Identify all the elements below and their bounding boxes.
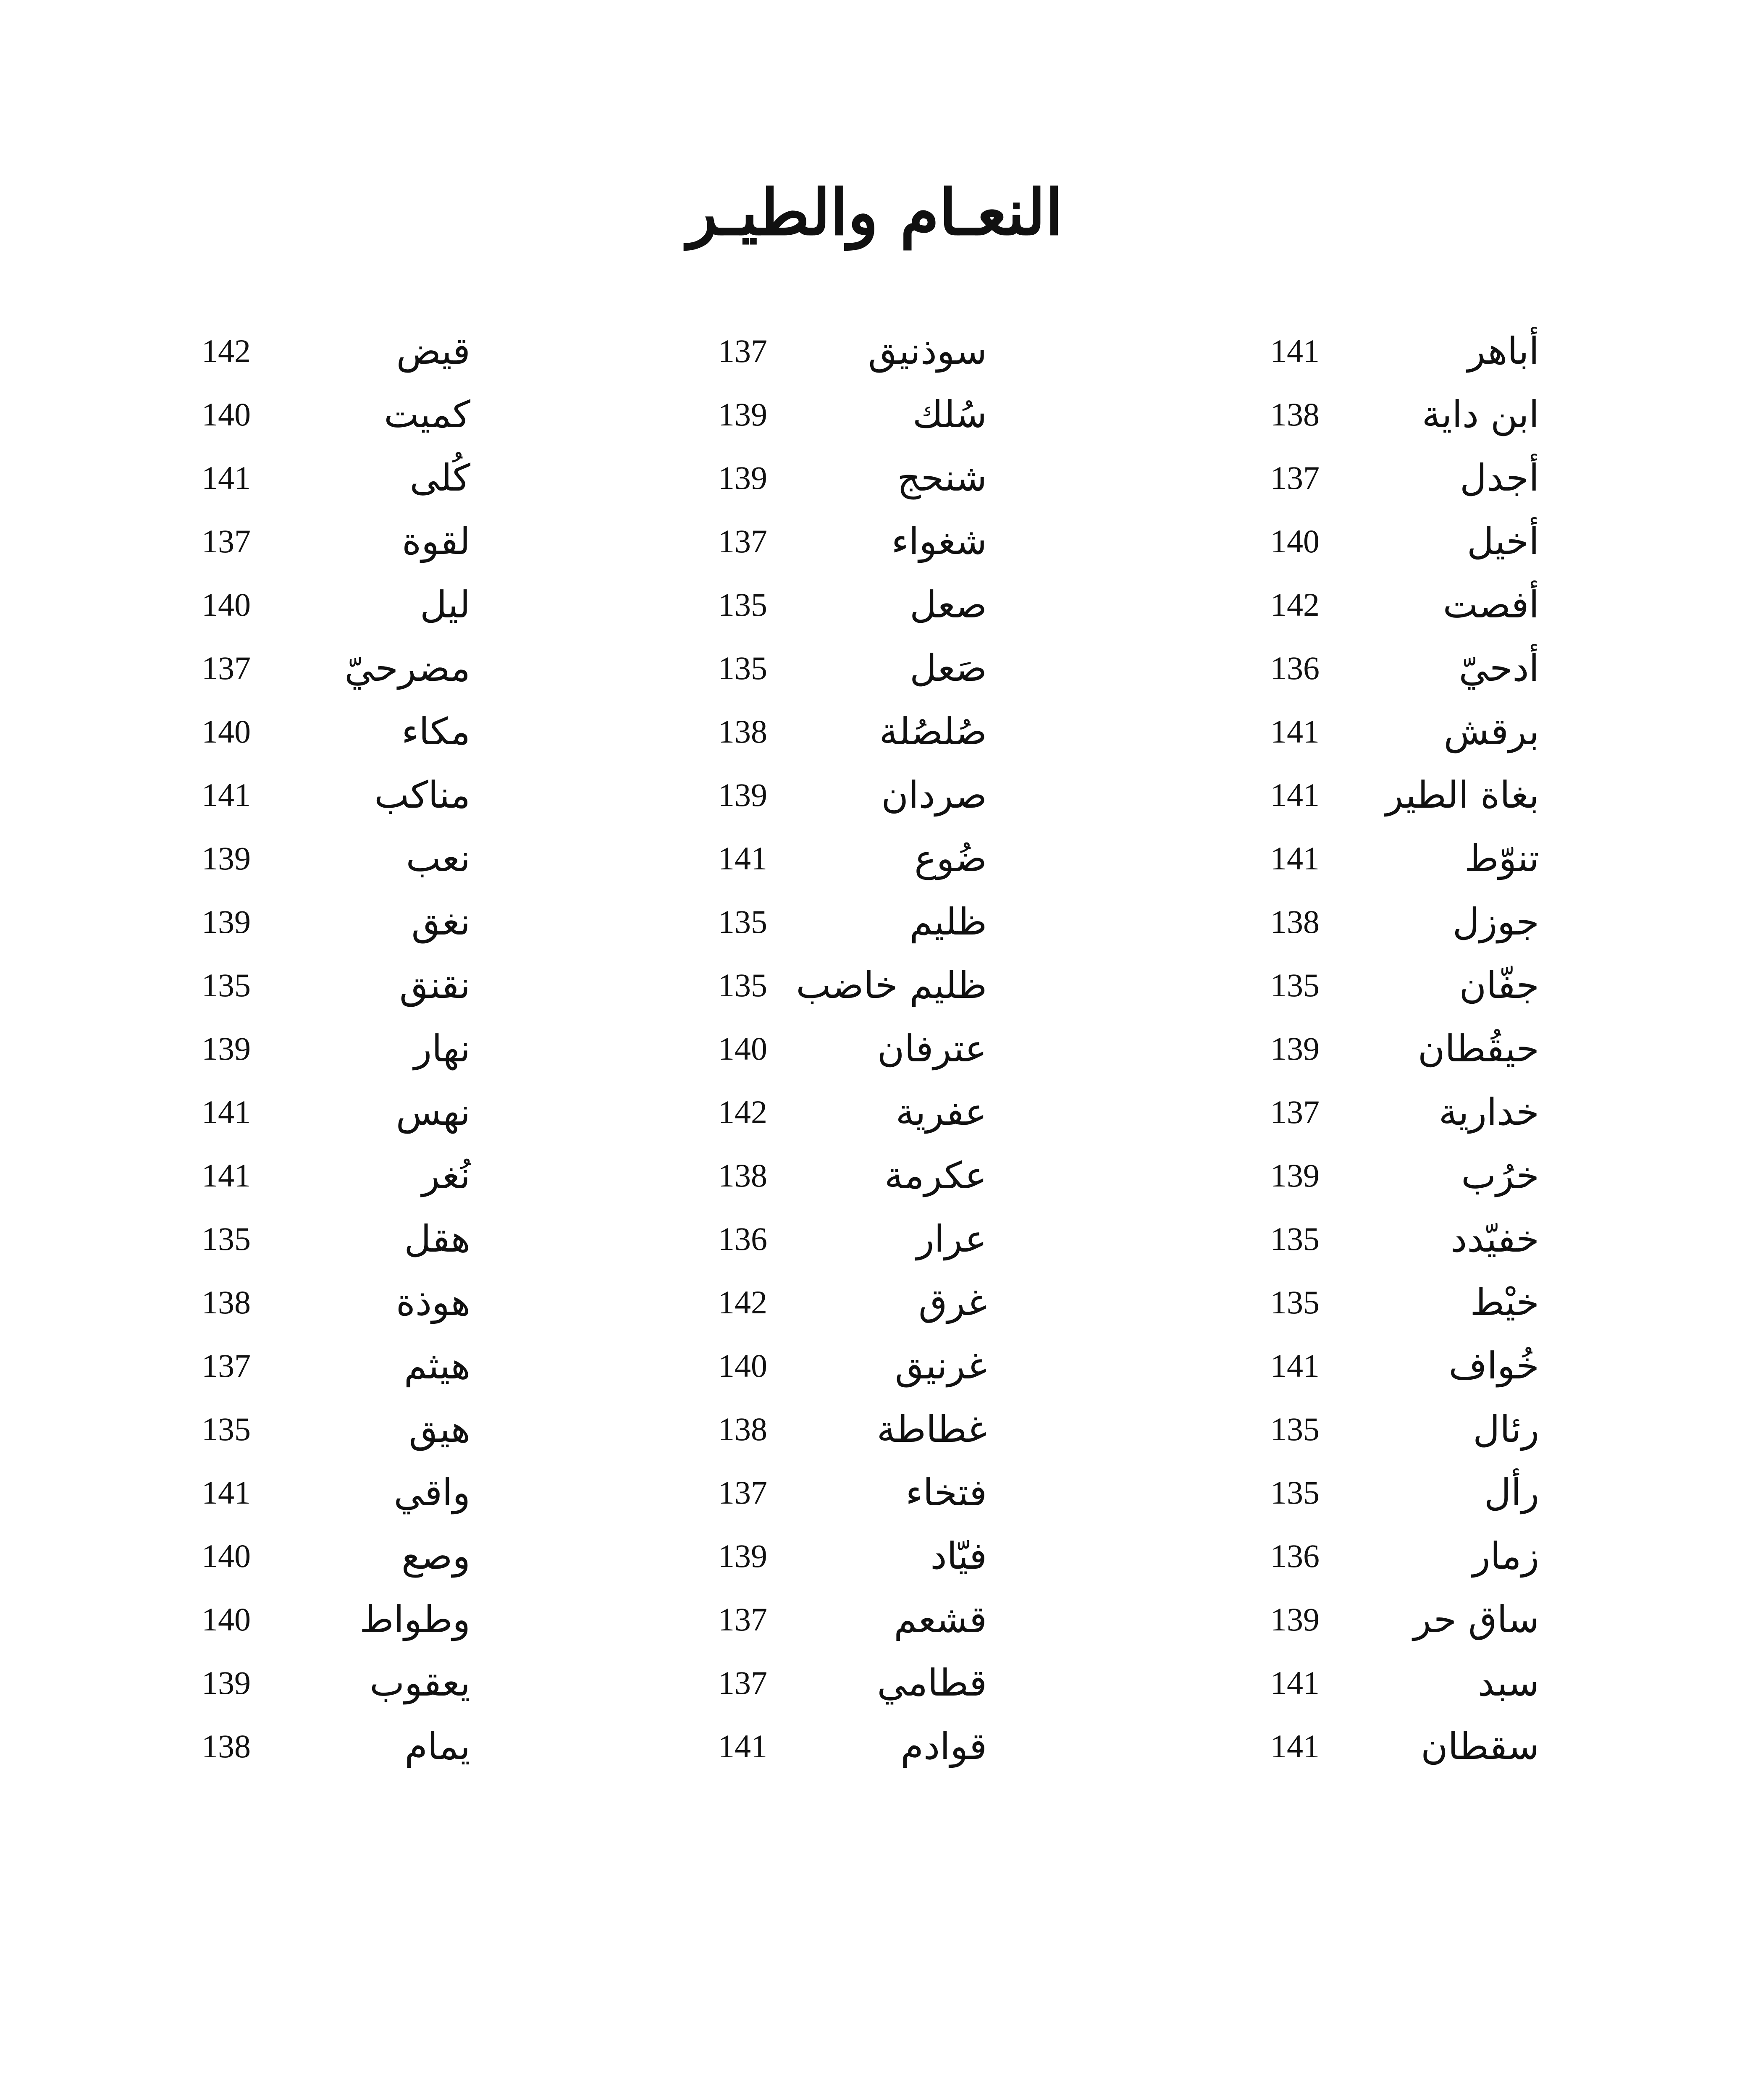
entry-page-number: 137	[718, 1664, 767, 1701]
index-entry	[1270, 1334, 1539, 1397]
entry-page-number: 137	[202, 650, 251, 686]
entry-word: ليل	[420, 583, 470, 626]
index-entry	[1270, 890, 1539, 953]
entry-word: قوادم	[900, 1725, 987, 1768]
entry-word: ساق حر	[1413, 1598, 1539, 1641]
entry-word: عترفان	[877, 1027, 987, 1070]
entry-page-number: 141	[1270, 840, 1320, 877]
index-entry	[718, 1080, 987, 1144]
index-entry	[1270, 319, 1539, 383]
entry-word: أجدل	[1460, 456, 1539, 499]
entry-word: كميت	[384, 393, 470, 436]
index-entry	[202, 827, 470, 890]
entry-page-number: 135	[718, 586, 767, 623]
entry-word: شغواء	[891, 520, 987, 563]
index-entry	[1270, 1207, 1539, 1270]
entry-word: خُواف	[1448, 1344, 1539, 1387]
index-entry	[718, 1017, 987, 1080]
entry-page-number: 136	[718, 1221, 767, 1257]
entry-page-number: 141	[202, 777, 251, 813]
entry-word: نقنق	[399, 963, 470, 1007]
entry-word: قشعم	[894, 1598, 987, 1641]
entry-word: يعقوب	[370, 1661, 470, 1704]
entry-page-number: 141	[1270, 333, 1320, 369]
entry-page-number: 142	[1270, 586, 1320, 623]
entry-page-number: 140	[202, 713, 251, 750]
entry-page-number: 137	[202, 1347, 251, 1384]
entry-page-number: 139	[1270, 1030, 1320, 1067]
index-entry	[1270, 1017, 1539, 1080]
entry-page-number: 141	[1270, 713, 1320, 750]
entry-word: حيقُطان	[1417, 1027, 1539, 1070]
entry-page-number: 141	[202, 1094, 251, 1130]
index-entry	[202, 763, 470, 827]
index-entry	[1270, 509, 1539, 573]
entry-page-number: 140	[202, 1601, 251, 1638]
entry-word: سوذنيق	[868, 329, 987, 373]
entry-page-number: 138	[718, 1157, 767, 1194]
index-entry	[202, 636, 470, 700]
entry-page-number: 137	[718, 333, 767, 369]
entry-page-number: 142	[718, 1284, 767, 1320]
entry-word: غطاطة	[876, 1407, 987, 1451]
entry-page-number: 136	[1270, 650, 1320, 686]
entry-page-number: 137	[1270, 459, 1320, 496]
index-entry	[718, 636, 987, 700]
index-entry	[718, 1397, 987, 1461]
entry-page-number: 140	[202, 396, 251, 433]
entry-word: غرنيق	[895, 1344, 987, 1387]
entry-word: برقش	[1443, 710, 1539, 753]
index-entry	[202, 1144, 470, 1207]
entry-page-number: 138	[202, 1284, 251, 1320]
entry-page-number: 142	[718, 1094, 767, 1130]
index-entry	[202, 573, 470, 636]
entry-page-number: 135	[718, 903, 767, 940]
index-entry	[1270, 1588, 1539, 1651]
entry-word: خفيّدد	[1451, 1217, 1539, 1260]
index-entry	[202, 1270, 470, 1334]
index-entry	[1270, 1524, 1539, 1588]
entry-word: رأل	[1484, 1471, 1539, 1514]
entry-word: وصع	[401, 1534, 470, 1578]
entry-word: خيْط	[1470, 1281, 1539, 1324]
entry-word: ظليم خاضب	[796, 963, 987, 1007]
entry-word: مكاء	[401, 710, 470, 753]
entry-word: نهس	[396, 1090, 470, 1134]
index-entry	[202, 1017, 470, 1080]
entry-word: هيق	[409, 1407, 470, 1451]
index-entry	[1270, 953, 1539, 1017]
index-entry	[718, 573, 987, 636]
entry-page-number: 135	[1270, 1474, 1320, 1511]
entry-word: خدارية	[1438, 1090, 1539, 1134]
entry-page-number: 140	[1270, 523, 1320, 559]
entry-word: صَعل	[910, 646, 987, 690]
index-entry	[1270, 1461, 1539, 1524]
entry-page-number: 135	[202, 1411, 251, 1447]
entry-word: سقطان	[1421, 1725, 1539, 1768]
index-entry	[718, 1588, 987, 1651]
entry-page-number: 140	[718, 1347, 767, 1384]
entry-page-number: 135	[202, 1221, 251, 1257]
entry-page-number: 142	[202, 333, 251, 369]
entry-word: نغق	[411, 900, 470, 943]
entry-word: نُغر	[422, 1154, 470, 1197]
index-entry	[718, 1461, 987, 1524]
entry-word: يمام	[404, 1725, 470, 1768]
entry-page-number: 141	[1270, 1728, 1320, 1764]
index-entry	[1270, 1270, 1539, 1334]
index-entry	[202, 1651, 470, 1714]
index-entry	[202, 446, 470, 509]
index-entry	[718, 700, 987, 763]
index-entry	[202, 1080, 470, 1144]
entry-word: لقوة	[402, 520, 470, 563]
index-entry	[202, 953, 470, 1017]
entry-page-number: 139	[718, 1538, 767, 1574]
entry-word: بغاة الطير	[1385, 773, 1539, 816]
entry-word: شنحج	[897, 456, 987, 499]
index-entry	[202, 1334, 470, 1397]
index-entry	[202, 1524, 470, 1588]
entry-page-number: 135	[1270, 1284, 1320, 1320]
index-entry	[202, 890, 470, 953]
index-entry	[718, 1524, 987, 1588]
entry-word: مناكب	[374, 773, 470, 816]
entry-word: جفّان	[1459, 963, 1539, 1007]
index-entry	[718, 1651, 987, 1714]
index-entry	[718, 1334, 987, 1397]
index-column-3	[202, 319, 470, 1778]
entry-page-number: 137	[1270, 1094, 1320, 1130]
index-entry	[1270, 1714, 1539, 1778]
entry-page-number: 141	[1270, 1347, 1320, 1384]
index-entry	[718, 763, 987, 827]
entry-page-number: 140	[202, 1538, 251, 1574]
index-entry	[202, 319, 470, 383]
index-entry	[1270, 1080, 1539, 1144]
entry-page-number: 135	[1270, 1221, 1320, 1257]
index-entry	[1270, 1397, 1539, 1461]
entry-page-number: 135	[202, 967, 251, 1003]
entry-page-number: 138	[1270, 903, 1320, 940]
index-entry	[718, 1270, 987, 1334]
entry-page-number: 139	[202, 903, 251, 940]
entry-word: قيض	[396, 329, 470, 373]
entry-page-number: 141	[202, 459, 251, 496]
index-entry	[718, 446, 987, 509]
entry-word: جوزل	[1452, 900, 1539, 943]
entry-page-number: 135	[718, 650, 767, 686]
index-column-2	[718, 319, 987, 1778]
index-entry	[718, 890, 987, 953]
entry-page-number: 140	[202, 586, 251, 623]
index-entry	[718, 1207, 987, 1270]
entry-page-number: 141	[202, 1474, 251, 1511]
entry-word: عفرية	[895, 1090, 987, 1134]
entry-word: قطامي	[877, 1661, 987, 1704]
index-entry	[718, 953, 987, 1017]
entry-page-number: 141	[718, 1728, 767, 1764]
index-entry	[718, 383, 987, 446]
entry-word: سبد	[1477, 1661, 1539, 1704]
entry-page-number: 135	[718, 967, 767, 1003]
index-entry	[202, 1461, 470, 1524]
entry-word: فيّاد	[930, 1534, 987, 1578]
index-entry	[202, 1397, 470, 1461]
entry-page-number: 136	[1270, 1538, 1320, 1574]
index-entry	[1270, 383, 1539, 446]
index-entry	[202, 383, 470, 446]
entry-word: واقي	[394, 1471, 470, 1514]
entry-word: زمار	[1472, 1534, 1539, 1578]
entry-word: أباهر	[1467, 329, 1539, 373]
entry-page-number: 141	[202, 1157, 251, 1194]
entry-page-number: 137	[718, 1474, 767, 1511]
index-entry	[1270, 827, 1539, 890]
index-entry	[1270, 573, 1539, 636]
entry-word: كُلى	[409, 456, 470, 499]
entry-page-number: 141	[1270, 777, 1320, 813]
entry-word: أفصت	[1443, 583, 1539, 626]
entry-word: سُلك	[912, 393, 987, 436]
entry-page-number: 137	[202, 523, 251, 559]
index-entry	[718, 1144, 987, 1207]
entry-page-number: 138	[202, 1728, 251, 1764]
index-entry	[1270, 700, 1539, 763]
entry-page-number: 140	[718, 1030, 767, 1067]
entry-word: ظليم	[909, 900, 987, 943]
entry-page-number: 138	[718, 713, 767, 750]
entry-word: أدحيّ	[1459, 646, 1539, 690]
entry-word: تنوّط	[1464, 837, 1539, 880]
entry-word: فتخاء	[905, 1471, 987, 1514]
entry-word: رئال	[1473, 1407, 1539, 1451]
entry-word: صعل	[910, 583, 987, 626]
entry-word: خرُب	[1461, 1154, 1539, 1197]
entry-word: مضرحيّ	[344, 646, 470, 690]
entry-word: عرار	[916, 1217, 987, 1260]
entry-page-number: 137	[718, 523, 767, 559]
index-entry	[202, 1714, 470, 1778]
index-entry	[1270, 1651, 1539, 1714]
entry-word: ابن داية	[1422, 393, 1539, 436]
entry-page-number: 141	[718, 840, 767, 877]
page-title: النعـام والطيـر	[687, 175, 1063, 249]
index-entry	[202, 1207, 470, 1270]
index-entry	[718, 319, 987, 383]
entry-page-number: 137	[718, 1601, 767, 1638]
index-entry	[718, 1714, 987, 1778]
index-entry	[1270, 446, 1539, 509]
entry-word: ضُوع	[914, 837, 987, 880]
entry-page-number: 135	[1270, 967, 1320, 1003]
index-entry	[1270, 1144, 1539, 1207]
entry-word: هقل	[404, 1217, 470, 1260]
entry-page-number: 139	[718, 459, 767, 496]
entry-word: هيثم	[404, 1344, 470, 1387]
index-entry	[1270, 763, 1539, 827]
index-entry	[202, 700, 470, 763]
entry-word: صُلصُلة	[879, 710, 987, 753]
index-entry	[718, 827, 987, 890]
entry-page-number: 141	[1270, 1664, 1320, 1701]
entry-page-number: 139	[202, 840, 251, 877]
entry-word: غرق	[918, 1281, 987, 1324]
index-entry	[202, 509, 470, 573]
entry-page-number: 139	[718, 396, 767, 433]
entry-word: نهار	[414, 1027, 470, 1070]
entry-word: وطواط	[359, 1598, 470, 1641]
index-entry	[718, 509, 987, 573]
entry-word: أخيل	[1467, 520, 1539, 563]
entry-page-number: 139	[1270, 1157, 1320, 1194]
entry-word: عكرمة	[884, 1154, 987, 1197]
index-column-1	[1270, 319, 1539, 1778]
entry-word: هوذة	[396, 1281, 470, 1324]
entry-page-number: 139	[1270, 1601, 1320, 1638]
index-entry	[202, 1588, 470, 1651]
entry-page-number: 138	[1270, 396, 1320, 433]
entry-page-number: 135	[1270, 1411, 1320, 1447]
entry-word: نعب	[406, 837, 470, 880]
index-entry	[1270, 636, 1539, 700]
entry-page-number: 139	[202, 1664, 251, 1701]
entry-page-number: 139	[718, 777, 767, 813]
entry-word: صردان	[881, 773, 987, 816]
entry-page-number: 138	[718, 1411, 767, 1447]
entry-page-number: 139	[202, 1030, 251, 1067]
